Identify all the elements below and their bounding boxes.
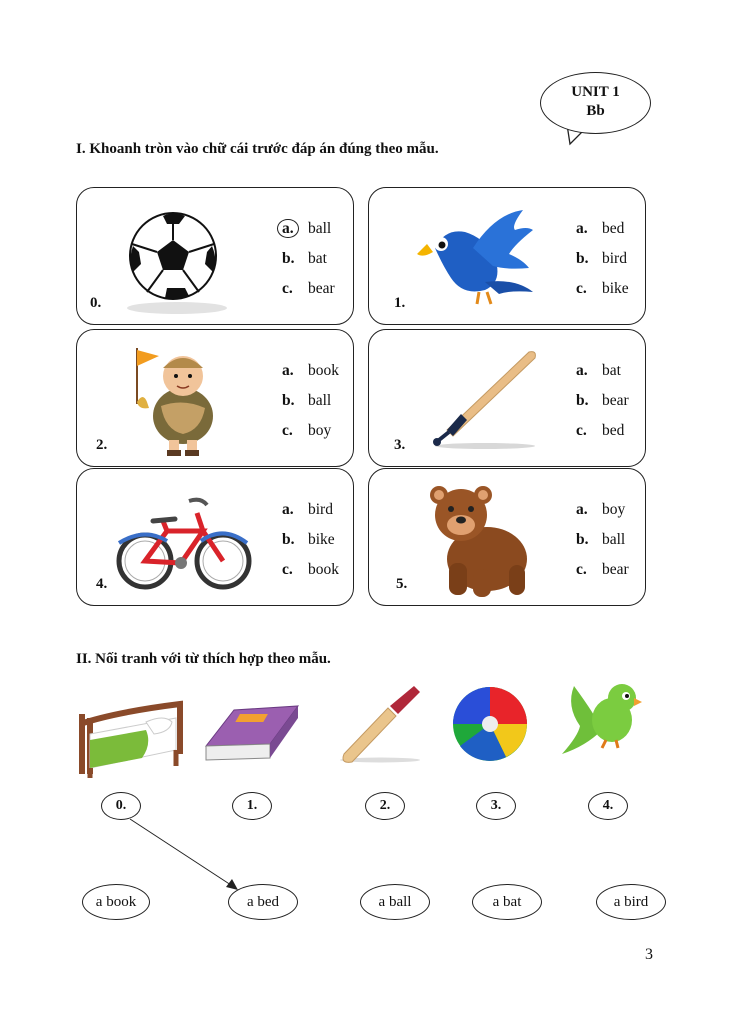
question-card-0 (76, 187, 354, 325)
word-oval-a-bird[interactable]: a bird (596, 884, 666, 920)
option-letter: c. (282, 280, 293, 297)
question-number: 3. (394, 437, 406, 453)
option-4-c[interactable] (282, 555, 339, 585)
option-0-c[interactable] (282, 274, 335, 304)
option-word: bear (602, 392, 629, 409)
green-bird-icon (556, 676, 646, 760)
page-number: 3 (645, 946, 653, 963)
option-1-a[interactable] (576, 214, 629, 244)
option-word: bed (602, 422, 625, 439)
question-card-2 (76, 329, 354, 467)
question-card-1 (368, 187, 646, 325)
option-letter: b. (282, 250, 295, 267)
option-letter: c. (282, 561, 293, 578)
option-4-a[interactable] (282, 495, 339, 525)
option-word: boy (308, 422, 332, 439)
option-letter: b. (282, 531, 295, 548)
options-0 (282, 214, 335, 304)
number-oval-3[interactable]: 3. (476, 792, 516, 820)
question-number: 5. (396, 576, 408, 592)
options-2 (282, 356, 339, 446)
option-5-c[interactable] (576, 555, 629, 585)
option-letter: b. (576, 250, 589, 267)
option-word: ball (308, 392, 332, 409)
options-3 (576, 356, 629, 446)
question-card-3 (368, 329, 646, 467)
number-oval-0[interactable]: 0. (101, 792, 141, 820)
section-2-title: II. Nối tranh với từ thích hợp theo mẫu. (76, 651, 331, 667)
option-letter: c. (282, 422, 293, 439)
unit-letter: Bb (586, 103, 605, 119)
option-word: book (308, 362, 339, 379)
option-word: bed (602, 220, 625, 237)
question-number: 0. (90, 295, 102, 311)
option-word: bat (308, 250, 327, 267)
circled-letter: a. (277, 219, 299, 238)
option-word: bike (308, 531, 335, 548)
option-letter: b. (576, 392, 589, 409)
soccer-ball-icon (119, 208, 229, 316)
baseball-bat-icon (425, 346, 545, 454)
blue-bird-icon (415, 208, 545, 308)
cricket-bat-icon (336, 684, 426, 764)
option-letter: a. (576, 501, 588, 518)
option-letter: c. (576, 561, 587, 578)
option-letter: a. (282, 501, 294, 518)
option-word: bird (602, 250, 627, 267)
red-bike-icon (115, 491, 255, 591)
option-2-a[interactable] (282, 356, 339, 386)
option-word: bear (308, 280, 335, 297)
bed-icon (76, 694, 186, 778)
option-4-b[interactable] (282, 525, 339, 555)
option-2-b[interactable] (282, 386, 339, 416)
option-word: bird (308, 501, 333, 518)
option-0-b[interactable] (282, 244, 335, 274)
unit-label: UNIT 1 (571, 84, 620, 100)
option-5-b[interactable] (576, 525, 629, 555)
option-3-b[interactable] (576, 386, 629, 416)
word-oval-a-book[interactable]: a book (82, 884, 150, 920)
options-5 (576, 495, 629, 585)
question-card-4 (76, 468, 354, 606)
word-oval-a-bat[interactable]: a bat (472, 884, 542, 920)
boy-scout-icon (125, 346, 225, 458)
word-oval-a-ball[interactable]: a ball (360, 884, 430, 920)
option-word: bat (602, 362, 621, 379)
option-letter: a. (576, 362, 588, 379)
option-1-c[interactable] (576, 274, 629, 304)
option-word: ball (308, 220, 332, 237)
brown-bear-icon (425, 479, 535, 601)
option-letter: c. (576, 422, 587, 439)
question-number: 4. (96, 576, 108, 592)
number-oval-2[interactable]: 2. (365, 792, 405, 820)
question-number: 1. (394, 295, 406, 311)
beach-ball-icon (450, 684, 530, 764)
option-3-a[interactable] (576, 356, 629, 386)
number-oval-4[interactable]: 4. (588, 792, 628, 820)
word-oval-a-bed[interactable]: a bed (228, 884, 298, 920)
option-letter: b. (576, 531, 589, 548)
section-1-title: I. Khoanh tròn vào chữ cái trước đáp án đúng theo mẫu. (76, 141, 439, 157)
option-0-a[interactable] (282, 214, 335, 244)
option-letter: c. (576, 280, 587, 297)
option-word: bear (602, 561, 629, 578)
option-1-b[interactable] (576, 244, 629, 274)
option-word: ball (602, 531, 626, 548)
option-letter: a. (576, 220, 588, 237)
unit-bubble (540, 72, 651, 134)
options-1 (576, 214, 629, 304)
number-oval-1[interactable]: 1. (232, 792, 272, 820)
question-number: 2. (96, 437, 108, 453)
option-letter: b. (282, 392, 295, 409)
option-5-a[interactable] (576, 495, 629, 525)
sample-match-arrow (120, 815, 250, 895)
option-word: book (308, 561, 339, 578)
options-4 (282, 495, 339, 585)
option-word: bike (602, 280, 629, 297)
question-card-5 (368, 468, 646, 606)
option-2-c[interactable] (282, 416, 339, 446)
option-word: boy (602, 501, 626, 518)
purple-book-icon (204, 700, 300, 764)
option-3-c[interactable] (576, 416, 629, 446)
option-letter: a. (282, 362, 294, 379)
